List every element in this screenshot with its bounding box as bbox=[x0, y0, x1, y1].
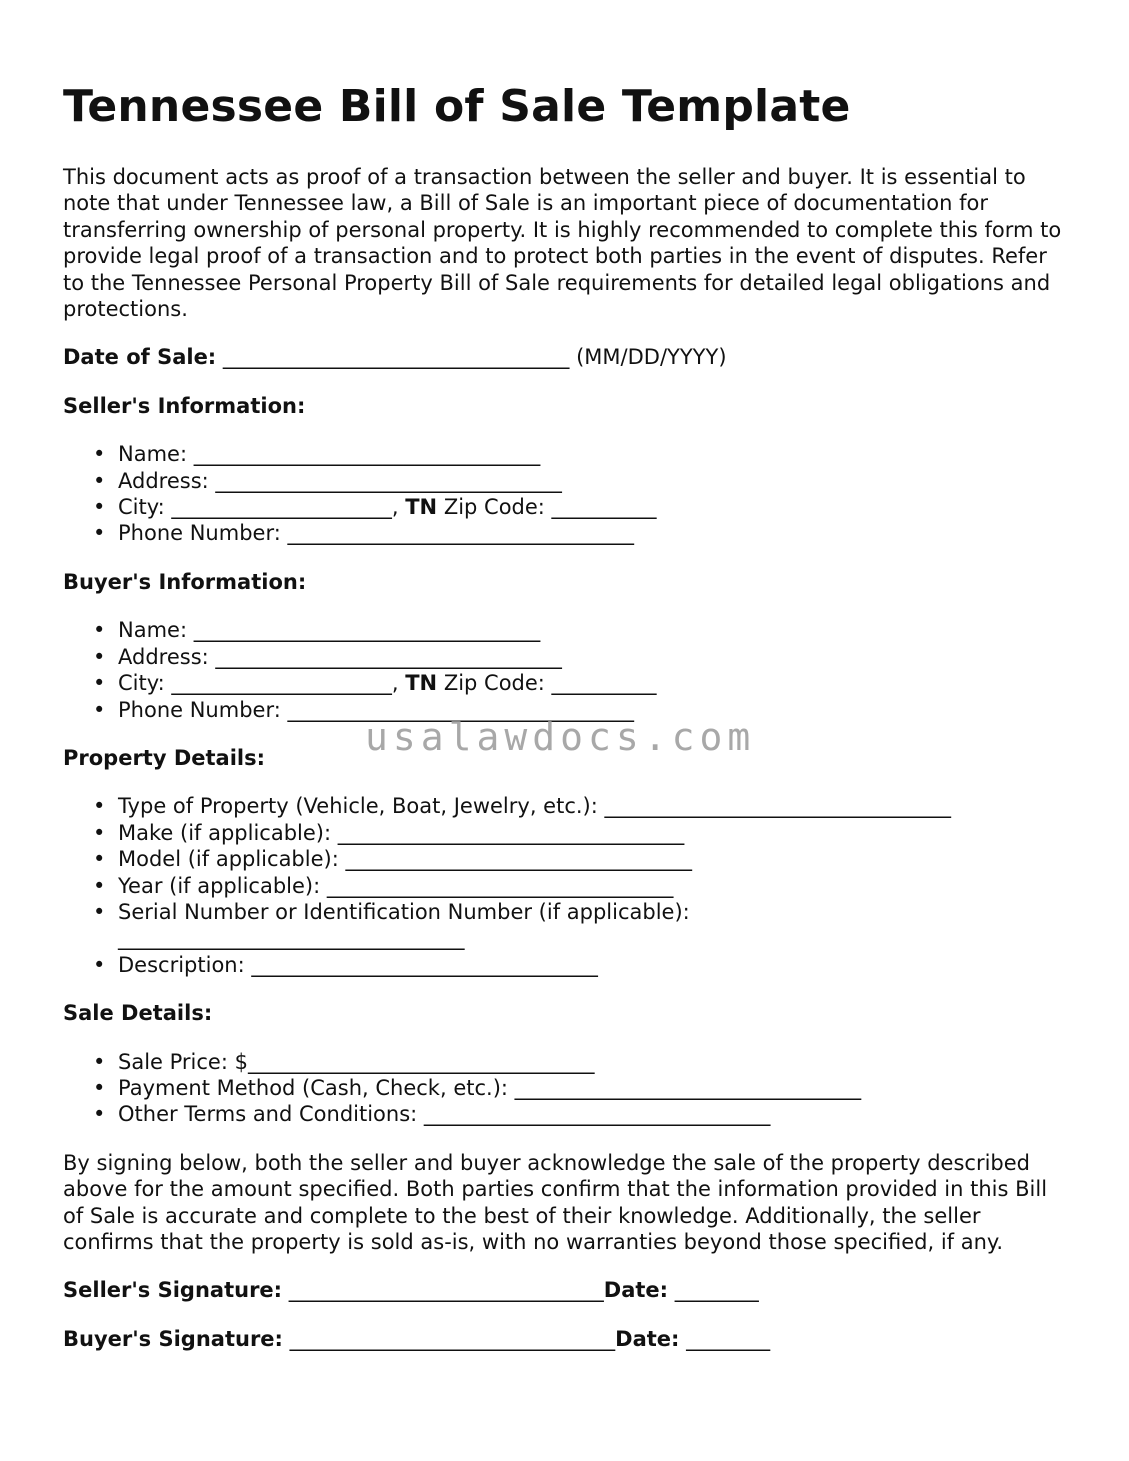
buyer-signature-label: Buyer's Signature: bbox=[63, 1326, 283, 1351]
property-details-list bbox=[63, 793, 1073, 978]
buyer-date-blank: ________ bbox=[679, 1326, 771, 1351]
seller-city-field bbox=[118, 494, 1073, 520]
date-of-sale-blank: _________________________________ bbox=[222, 345, 570, 370]
property-make-field: • Make (if applicable): _________________________________ bbox=[118, 820, 1073, 846]
seller-heading: Seller's Information: bbox=[63, 393, 306, 418]
seller-date-label: Date: bbox=[603, 1278, 669, 1303]
seller-address-field: • Address: _________________________________ bbox=[118, 468, 1073, 494]
property-serial-field bbox=[118, 899, 1073, 952]
property-type-field: • Type of Property (Vehicle, Boat, Jewelry, etc.): _________________________________ bbox=[118, 793, 1073, 819]
buyer-zip-text: Zip Code: __________ bbox=[437, 671, 657, 696]
seller-phone-field: • Phone Number: _________________________________ bbox=[118, 520, 1073, 546]
watermark: usalawdocs.com bbox=[365, 715, 756, 759]
property-serial-blank: _________________________________ bbox=[118, 926, 465, 951]
seller-state: TN bbox=[405, 495, 438, 520]
sale-price-field: • Sale Price: $_________________________________ bbox=[118, 1049, 1073, 1075]
buyer-city-text: City: _____________________, bbox=[118, 671, 406, 696]
date-of-sale-line bbox=[63, 344, 1073, 370]
other-terms-field: • Other Terms and Conditions: _________________________________ bbox=[118, 1101, 1073, 1127]
buyer-phone-field: • Phone Number: _________________________________ bbox=[118, 697, 1073, 723]
buyer-name-field: • Name: _________________________________ bbox=[118, 617, 1073, 643]
buyer-signature-line bbox=[63, 1326, 1073, 1352]
property-description-field: • Description: _________________________________ bbox=[118, 952, 1073, 978]
property-serial-label: Serial Number or Identification Number (if applicable): bbox=[118, 899, 690, 924]
buyer-info-list bbox=[63, 617, 1073, 723]
buyer-heading: Buyer's Information: bbox=[63, 569, 307, 594]
payment-method-field: • Payment Method (Cash, Check, etc.): _________________________________ bbox=[118, 1075, 1073, 1101]
buyer-state: TN bbox=[405, 671, 438, 696]
sale-details-list bbox=[63, 1049, 1073, 1128]
buyer-address-field: • Address: _________________________________ bbox=[118, 644, 1073, 670]
property-model-field: • Model (if applicable): _________________________________ bbox=[118, 846, 1073, 872]
sale-heading: Sale Details: bbox=[63, 1001, 213, 1026]
seller-name-field: • Name: _________________________________ bbox=[118, 441, 1073, 467]
date-format-hint: (MM/DD/YYYY) bbox=[576, 345, 727, 370]
seller-date-blank: ________ bbox=[668, 1278, 759, 1303]
date-of-sale-label: Date of Sale: bbox=[63, 345, 217, 370]
document-title: Tennessee Bill of Sale Template bbox=[63, 81, 851, 132]
seller-zip-text: Zip Code: __________ bbox=[437, 495, 657, 520]
buyer-signature-blank: _______________________________ bbox=[282, 1326, 616, 1351]
closing-paragraph: By signing below, both the seller and buyer acknowledge the sale of the property described above for the amount specified. Both parties confirm that the information provided in this Bill of Sale is accurate and complete to the best of their knowledge. Additionally, the seller confirms that the property is sold as-is, with no warranties beyond those specified, if any. bbox=[63, 1150, 1048, 1254]
seller-info-list bbox=[63, 441, 1073, 547]
intro-paragraph: This document acts as proof of a transaction between the seller and buyer. It is essential to note that under Tennessee law, a Bill of Sale is an important piece of documentation for transferring ownership of personal property. It is highly recommended to complete this form to provide legal proof of a transaction and to protect both parties in the event of disputes. Refer to the Tennessee Personal Property Bill of Sale requirements for detailed legal obligations and protections. bbox=[63, 165, 1062, 322]
property-year-field: • Year (if applicable): _________________________________ bbox=[118, 873, 1073, 899]
buyer-city-field bbox=[118, 670, 1073, 696]
buyer-date-label: Date: bbox=[615, 1326, 680, 1351]
property-heading: Property Details: bbox=[63, 745, 266, 770]
seller-signature-label: Seller's Signature: bbox=[63, 1278, 283, 1303]
seller-signature-blank: ______________________________ bbox=[282, 1278, 604, 1303]
seller-city-text: City: _____________________, bbox=[118, 495, 406, 520]
seller-signature-line bbox=[63, 1277, 1073, 1303]
